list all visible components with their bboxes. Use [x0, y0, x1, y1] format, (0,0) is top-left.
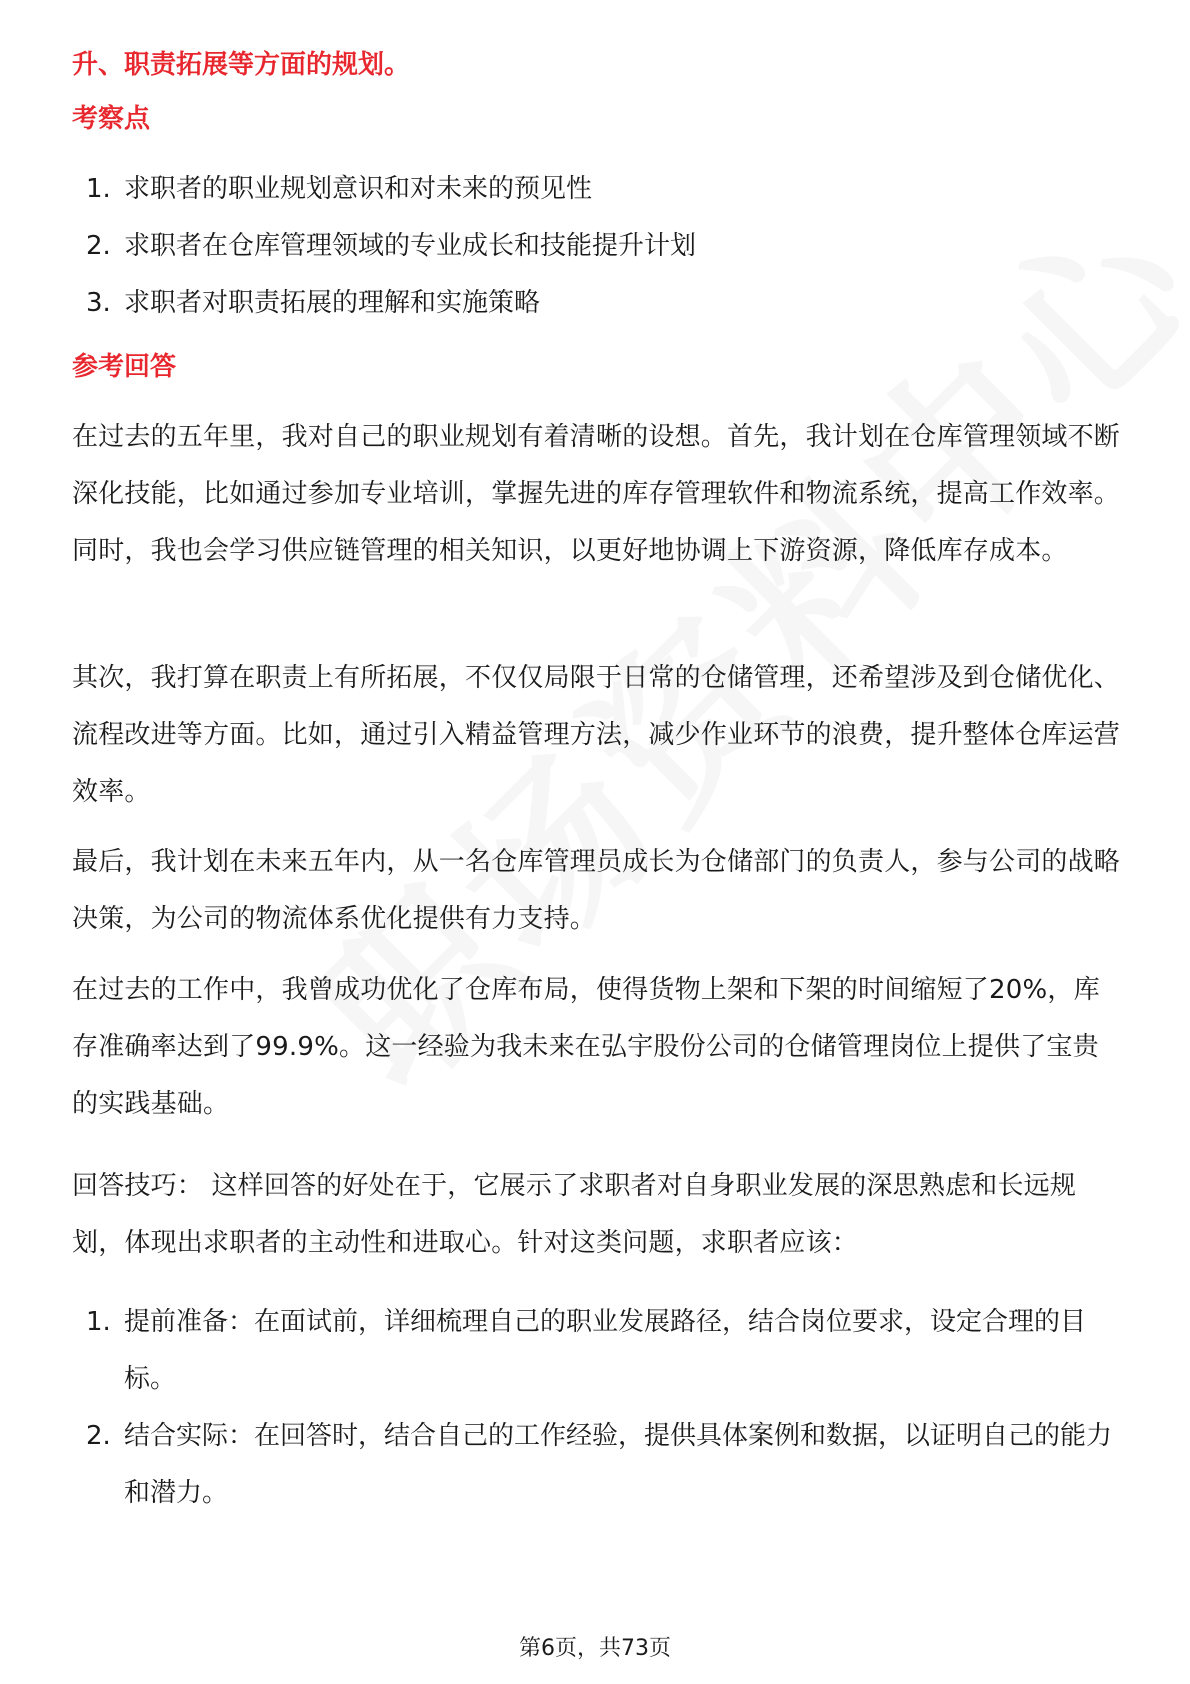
answer-paragraph: 最后，我计划在未来五年内，从一名仓库管理员成长为仓储部门的负责人，参与公司的战略决策，为公司的物流体系优化提供有力支持。: [72, 847, 1121, 934]
page-number: 第6页，共73页: [519, 1636, 671, 1661]
list-item: 2. 结合实际：在回答时，结合自己的工作经验，提供具体案例和数据，以证明自己的能力和潜力。: [86, 1421, 1113, 1508]
top-heading: 升、职责拓展等方面的规划。: [72, 50, 411, 80]
list-item: 3. 求职者对职责拓展的理解和实施策略: [86, 288, 541, 318]
exam-points-heading: 考察点: [72, 104, 151, 134]
list-item: 2. 求职者在仓库管理领域的专业成长和技能提升计划: [86, 231, 697, 261]
answer-paragraph: 其次，我打算在职责上有所拓展，不仅仅局限于日常的仓储管理，还希望涉及到仓储优化、流程改进等方面。比如，通过引入精益管理方法，减少作业环节的浪费，提升整体仓库运营效率。: [72, 663, 1121, 807]
reference-answer-heading: 参考回答: [72, 352, 177, 382]
exam-points-list: [72, 161, 1122, 332]
list-item: 1. 提前准备：在面试前，详细梳理自己的职业发展路径，结合岗位要求，设定合理的目标。: [86, 1307, 1087, 1394]
list-item: 1. 求职者的职业规划意识和对未来的预见性: [86, 174, 593, 204]
answer-paragraph: 在过去的五年里，我对自己的职业规划有着清晰的设想。首先，我计划在仓库管理领域不断深化技能，比如通过参加专业培训，掌握先进的库存管理软件和物流系统，提高工作效率。同时，我也会学习供应链管理的相关知识，以更好地协调上下游资源，降低库存成本。: [72, 422, 1121, 566]
tips-list: [72, 1294, 1122, 1522]
answer-paragraph: 在过去的工作中，我曾成功优化了仓库布局，使得货物上架和下架的时间缩短了20%，库存准确率达到了99.9%。这一经验为我未来在弘宇股份公司的仓储管理岗位上提供了宝贵的实践基础。: [72, 975, 1100, 1119]
answering-tips-paragraph: 回答技巧： 这样回答的好处在于，它展示了求职者对自身职业发展的深思熟虑和长远规划，体现出求职者的主动性和进取心。针对这类问题，求职者应该：: [72, 1171, 1077, 1258]
